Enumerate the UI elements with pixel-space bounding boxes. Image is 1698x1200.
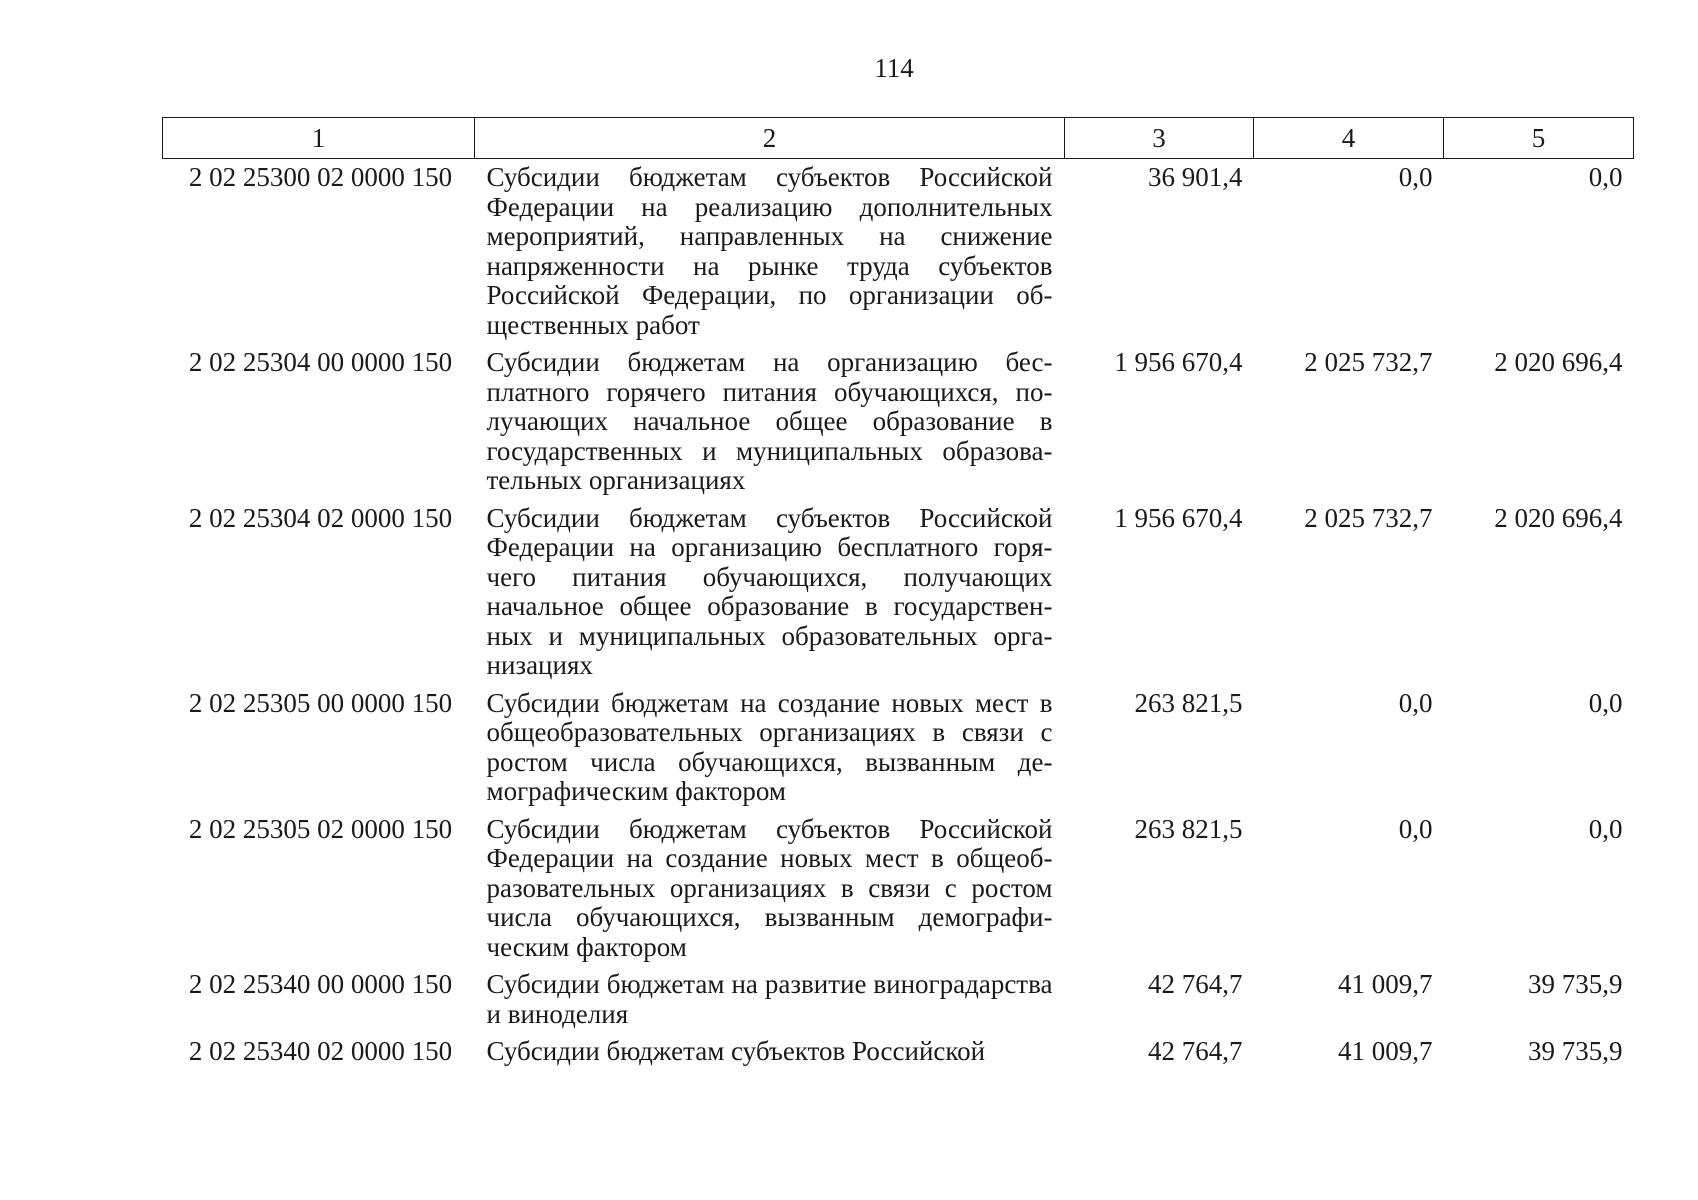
row-description: Субсидии бюджетам на организацию бесплатного горячего питания обучающихся, получающих начальное общее образование в государственных и муниципальных образовательных организациях: [486, 347, 1053, 495]
row-code: 2 02 25340 02 0000 150: [188, 1036, 453, 1066]
row-value-col5: 0,0: [1588, 162, 1623, 192]
row-value-col4: 0,0: [1398, 687, 1433, 718]
row-value-col5: 39 735,9: [1528, 969, 1623, 999]
row-value-col5: 0,0: [1588, 687, 1623, 718]
row-code: 2 02 25305 00 0000 150: [188, 687, 453, 718]
row-description: Субсидии бюджетам на развитие виноградарства и виноделия: [486, 969, 1053, 1029]
row-value-col3: 1 956 670,4: [1114, 502, 1243, 533]
row-description: Субсидии бюджетам субъектов Российской Федерации на создание новых мест в общеобразовательных организациях в связи с ростом числа обучающихся, вызванным демографическим фактором: [486, 813, 1053, 962]
row-code: 2 02 25300 02 0000 150: [188, 162, 453, 192]
row-code: 2 02 25305 02 0000 150: [188, 813, 453, 844]
header-row: [163, 118, 1634, 159]
header-col-5: 5: [1444, 118, 1634, 159]
row-value-col4: 2 025 732,7: [1304, 502, 1433, 533]
budget-table: [162, 117, 1634, 1075]
row-value-col5: 39 735,9: [1528, 1036, 1623, 1066]
page-number: 114: [874, 53, 914, 83]
row-code: 2 02 25340 00 0000 150: [188, 969, 453, 999]
row-value-col4: 2 025 732,7: [1304, 347, 1433, 377]
table-row: [163, 504, 1634, 689]
row-value-col3: 42 764,7: [1148, 969, 1243, 999]
header-col-3: 3: [1065, 118, 1254, 159]
table-row: [163, 970, 1634, 1037]
row-value-col5: 2 020 696,4: [1494, 502, 1623, 533]
header-col-1: 1: [163, 118, 475, 159]
row-value-col3: 1 956 670,4: [1114, 347, 1243, 377]
row-value-col4: 0,0: [1398, 813, 1433, 844]
table-row: [163, 815, 1634, 971]
row-value-col3: 263 821,5: [1134, 813, 1243, 844]
table-row: [163, 348, 1634, 504]
table-row: [163, 159, 1634, 349]
row-code: 2 02 25304 02 0000 150: [188, 502, 453, 533]
row-value-col3: 36 901,4: [1148, 162, 1243, 192]
row-description: Субсидии бюджетам субъектов Российской Федерации на организацию бесплатного горячего питания обучающихся, получающих начальное общее образование в государственных и муниципальных образовательных организациях: [486, 502, 1053, 680]
row-value-col4: 41 009,7: [1338, 1036, 1433, 1066]
row-value-col3: 42 764,7: [1148, 1036, 1243, 1066]
row-value-col3: 263 821,5: [1134, 687, 1243, 718]
row-description: Субсидии бюджетам на создание новых мест в общеобразовательных организациях в связи с ростом числа обучающихся, вызванным демографическим фактором: [486, 687, 1053, 806]
row-value-col5: 0,0: [1588, 813, 1623, 844]
row-value-col4: 41 009,7: [1338, 969, 1433, 999]
table-row: [163, 689, 1634, 815]
row-description: Субсидии бюджетам субъектов Российской Федерации на реализацию дополнительных мероприятий, направленных на снижение напряженности на рынке труда субъектов Российской Федерации, по организации общественных работ: [486, 162, 1053, 340]
header-col-2: 2: [475, 118, 1065, 159]
table-row: [163, 1037, 1634, 1075]
row-description: Субсидии бюджетам субъектов Российской: [486, 1036, 986, 1066]
header-col-4: 4: [1254, 118, 1444, 159]
row-code: 2 02 25304 00 0000 150: [188, 347, 453, 377]
row-value-col4: 0,0: [1398, 162, 1433, 192]
row-value-col5: 2 020 696,4: [1494, 347, 1623, 377]
